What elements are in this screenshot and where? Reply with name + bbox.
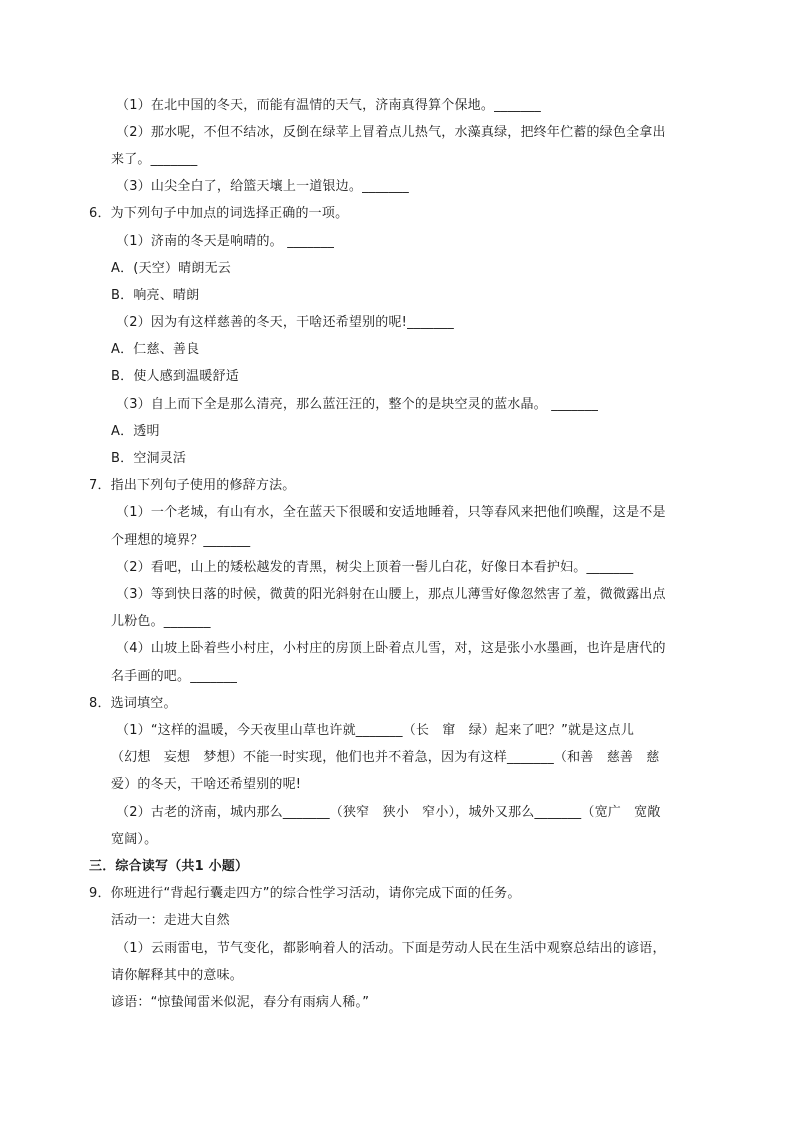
q9-item-1: （1）云雨雷电，节气变化，都影响着人的活动。下面是劳动人民在生活中观察总结出的谚语， — [116, 941, 666, 956]
q5-item-1: （1）在北中国的冬天，而能有温情的天气，济南真得算个保地。_______ — [116, 98, 541, 113]
q7-stem: 7．指出下列句子使用的修辞方法。 — [89, 478, 296, 493]
q6-item-2: （2）因为有这样慈善的冬天，干啥还希望别的呢!_______ — [116, 315, 454, 330]
q6-3-option-a: A．透明 — [111, 424, 160, 439]
q5-item-2: （2）那水呢，不但不结冰，反倒在绿苹上冒着点儿热气，水藻真绿，把终年伫蓄的绿色全拿出 — [116, 125, 666, 140]
q9-stem: 9．你班进行“背起行囊走四方”的综合性学习活动，请你完成下面的任务。 — [89, 886, 521, 901]
q6-item-3: （3）自上而下全是那么清亮，那么蓝汪汪的，整个的是块空灵的蓝水晶。 _______ — [116, 397, 599, 412]
q8-item-1-cont2: 爱）的冬天，干啥还希望别的呢! — [111, 777, 302, 792]
q8-item-1-cont: （幻想 妄想 梦想）不能一时实现，他们也并不着急，因为有这样_______（和善 慈善 慈 — [111, 750, 660, 765]
q8-item-2: （2）古老的济南，城内那么_______（狭窄 狭小 窄小），城外又那么_______（宽广 宽敞 — [116, 805, 661, 820]
q8-item-2-cont: 宽阔）。 — [111, 832, 158, 847]
q6-1-option-a: A．(天空）晴朗无云 — [111, 261, 231, 276]
q7-item-1-cont: 个理想的境界？_______ — [111, 533, 251, 548]
q8-item-1: （1）“这样的温暖，今天夜里山草也许就_______（长 窜 绿）起来了吧？”就是这点儿 — [116, 723, 635, 738]
q7-item-1: （1）一个老城，有山有水，全在蓝天下很暖和安适地睡着，只等春风来把他们唤醒，这是不是 — [116, 505, 666, 520]
q6-1-option-b: B．响亮、晴朗 — [111, 288, 200, 303]
q9-proverb: 谚语：“惊蛰闻雷米似泥，春分有雨病人稀。” — [111, 995, 370, 1010]
q5-item-3: （3）山尖全白了，给篮天壤上一道银边。_______ — [116, 179, 409, 194]
q6-3-option-b: B．空洞灵活 — [111, 451, 187, 466]
q9-item-1-cont: 请你解释其中的意味。 — [111, 968, 244, 983]
q9-activity-one: 活动一：走进大自然 — [111, 913, 230, 928]
q7-item-4: （4）山坡上卧着些小村庄，小村庄的房顶上卧着点儿雪，对，这是张小水墨画，也许是唐代的 — [116, 641, 666, 656]
q7-item-3: （3）等到快日落的时候，微黄的阳光斜射在山腰上，那点儿薄雪好像忽然害了羞，微微露出点 — [116, 587, 666, 602]
section-three-heading: 三．综合读写（共1 小题） — [89, 859, 249, 874]
q7-item-2: （2）看吧，山上的矮松越发的青黑，树尖上顶着一髻儿白花，好像日本看护妇。_______ — [116, 560, 634, 575]
q6-item-1: （1）济南的冬天是响晴的。 _______ — [116, 234, 335, 249]
q5-item-2-cont: 来了。_______ — [111, 152, 198, 167]
q7-item-3-cont: 儿粉色。_______ — [111, 614, 211, 629]
q8-stem: 8．选词填空。 — [89, 696, 177, 711]
q7-item-4-cont: 名手画的吧。_______ — [111, 669, 238, 684]
q6-2-option-a: A．仁慈、善良 — [111, 342, 200, 357]
q6-2-option-b: B．使人感到温暖舒适 — [111, 369, 239, 384]
q6-stem: 6．为下列句子中加点的词选择正确的一项。 — [89, 206, 349, 221]
